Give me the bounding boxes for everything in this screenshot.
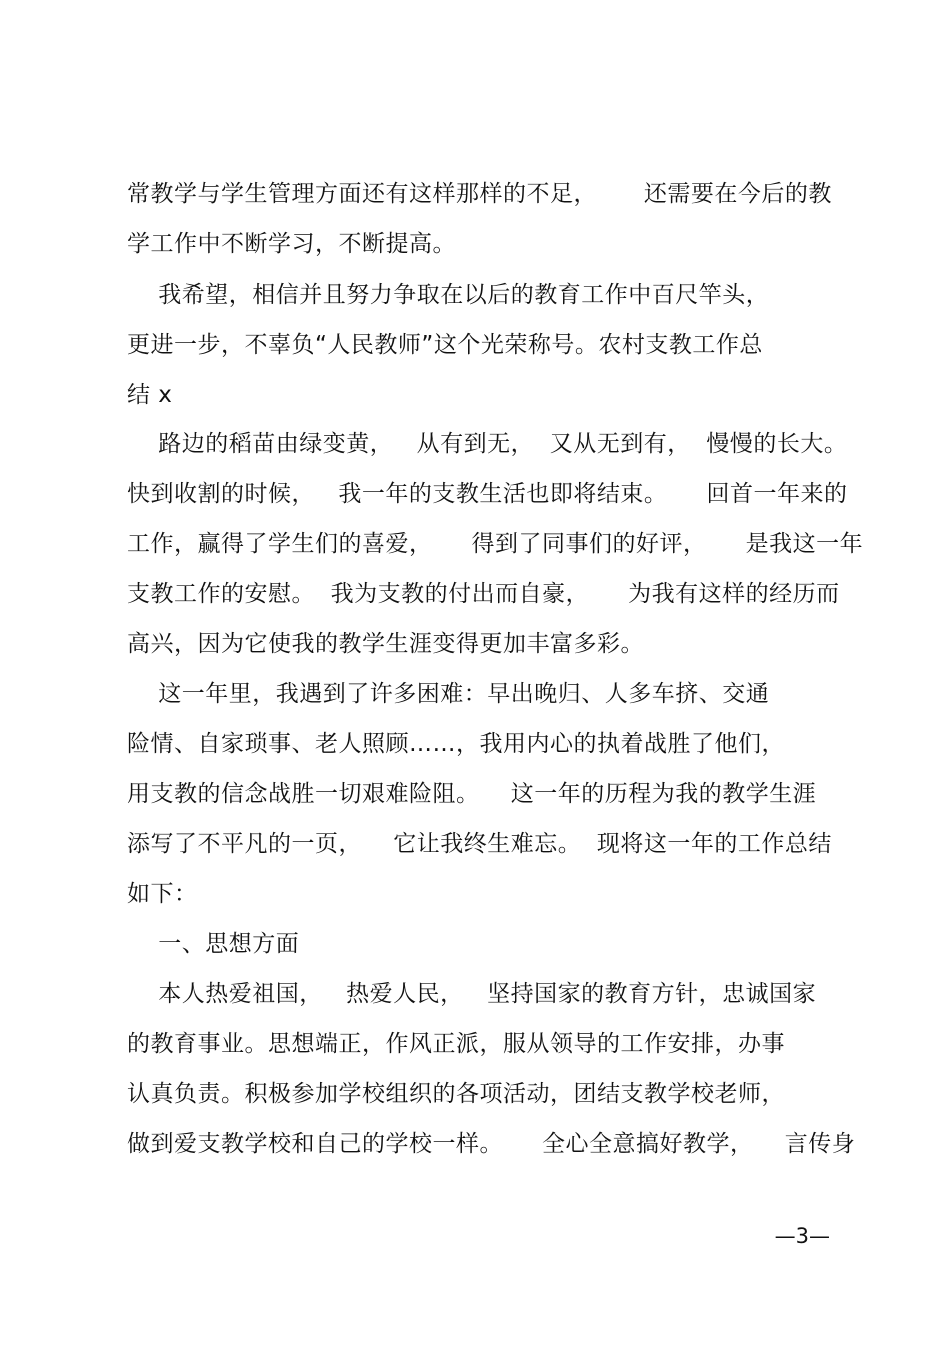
text-line: 快到收割的时候， 我一年的支教生活也即将结束。 回首一年来的 (127, 481, 848, 507)
text-line: 认真负责。积极参加学校组织的各项活动，团结支教学校老师， (127, 1081, 785, 1107)
section-heading: 一、思想方面 (127, 931, 300, 957)
text-line: 险情、自家琐事、老人照顾……，我用内心的执着战胜了他们， (127, 731, 785, 757)
text-line: 我希望，相信并且努力争取在以后的教育工作中百尺竿头， (127, 282, 770, 308)
text-line: 工作，赢得了学生们的喜爱， 得到了同事们的好评， 是我这一年 (127, 531, 864, 557)
text-line: 常教学与学生管理方面还有这样那样的不足， 还需要在今后的教 (127, 181, 832, 207)
text-line: 本人热爱祖国， 热爱人民， 坚持国家的教育方针，忠诚国家 (127, 981, 817, 1007)
text-line: 结 x (127, 382, 173, 408)
text-line: 高兴，因为它使我的教学生涯变得更加丰富多彩。 (127, 631, 644, 657)
text-line: 路边的稻苗由绿变黄， 从有到无， 又从无到有， 慢慢的长大。 (127, 431, 848, 457)
text-line: 如下： (127, 881, 198, 907)
text-line: 更进一步，不辜负“人民教师”这个光荣称号。农村支教工作总 (127, 332, 763, 358)
page-number: —3— (774, 1224, 830, 1248)
text-line: 学工作中不断学习，不断提高。 (127, 231, 456, 257)
text-line: 做到爱支教学校和自己的学校一样。 全心全意搞好教学， 言传身 (127, 1131, 856, 1157)
text-line: 添写了不平凡的一页， 它让我终生难忘。 现将这一年的工作总结 (127, 831, 832, 857)
text-line: 支教工作的安慰。 我为支教的付出而自豪， 为我有这样的经历而 (127, 581, 840, 607)
text-line: 用支教的信念战胜一切艰难险阻。 这一年的历程为我的教学生涯 (127, 781, 817, 807)
text-line: 的教育事业。思想端正，作风正派，服从领导的工作安排，办事 (127, 1031, 785, 1057)
text-line: 这一年里，我遇到了许多困难：早出晚归、人多车挤、交通 (127, 681, 770, 707)
